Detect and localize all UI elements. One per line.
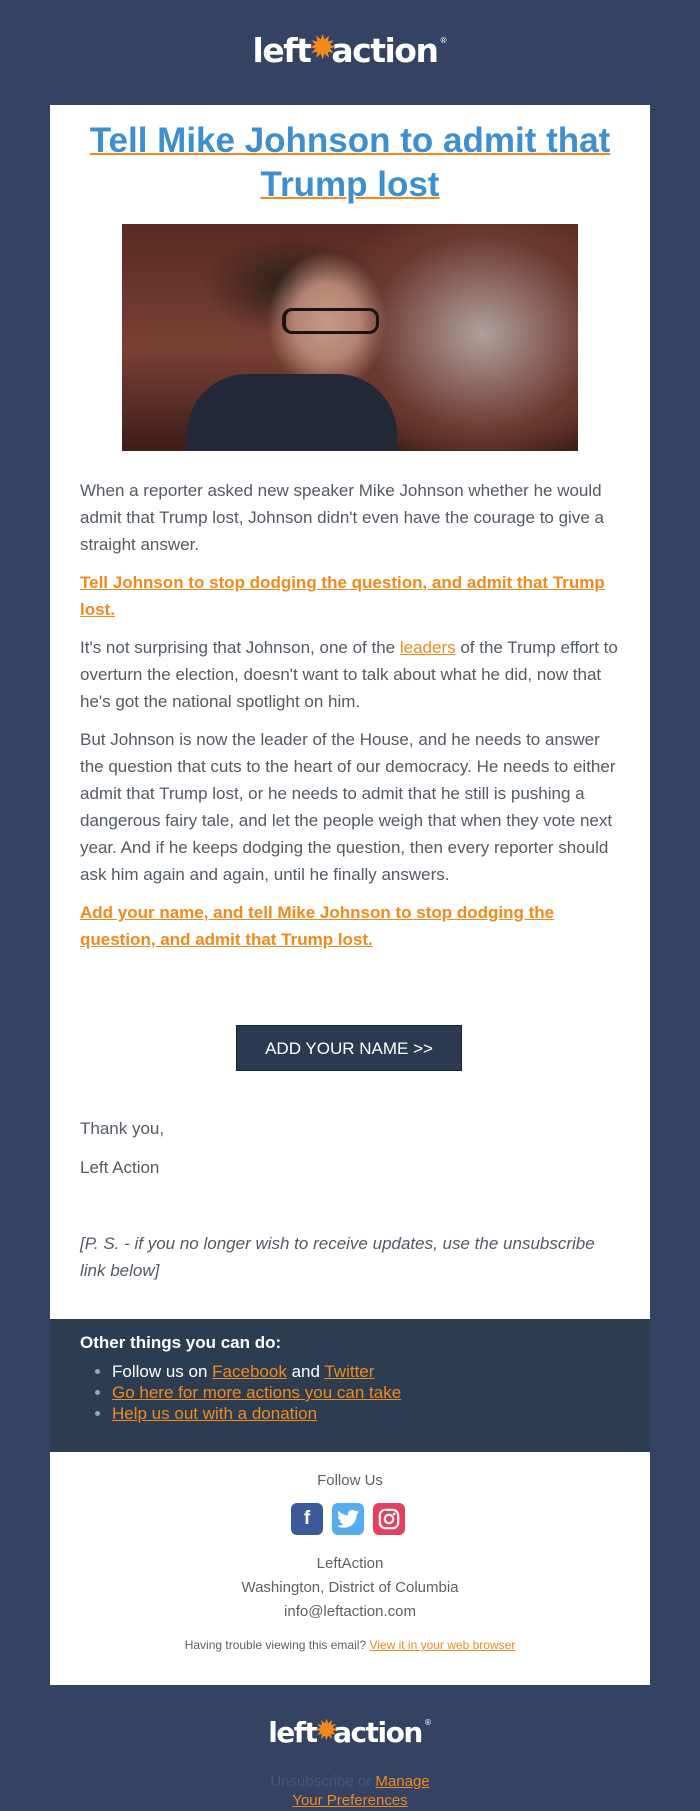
cta-paragraph-2 [80, 899, 620, 953]
paragraph-leaders-start: It's not surprising that Johnson, one of the [80, 638, 400, 657]
cta-link-1[interactable]: Tell Johnson to stop dodging the question, and admit that Trump lost. [80, 573, 605, 619]
paragraph-democracy: But Johnson is now the leader of the House, and he needs to answer the question that cuts to the heart of our democracy. He needs to either admit that Trump lost, or he needs to admit that he still is pushing a dangerous fairy tale, and let the people weigh that when they vote next year. And if he keeps dodging the question, then every reporter should ask him again and again, until he finally answers. [80, 730, 616, 884]
or-text: or [353, 1773, 376, 1790]
unsubscribe-link[interactable]: Unsubscribe [270, 1773, 354, 1790]
sender-name: Left Action [80, 1158, 160, 1177]
list-item-donate [112, 1403, 401, 1424]
list-item-follow [112, 1361, 401, 1382]
add-your-name-button[interactable]: ADD YOUR NAME >> [236, 1025, 462, 1071]
org-name: LeftAction [316, 1555, 384, 1572]
other-actions-list [80, 1361, 401, 1424]
trouble-viewing [50, 1638, 650, 1652]
org-location: Washington, District of Columbia [241, 1579, 459, 1596]
registered-mark-bottom: ® [423, 1717, 432, 1727]
logo-bottom-text-right: action [333, 1715, 422, 1749]
thanks-text: Thank you, [80, 1119, 165, 1138]
postscript: [P. S. - if you no longer wish to receive updates, use the unsubscribe link below] [80, 1234, 595, 1280]
cta-paragraph-1 [80, 569, 620, 623]
preferences-link[interactable]: Your Preferences [292, 1792, 408, 1809]
follow-prefix: Follow us on [112, 1362, 213, 1381]
org-email[interactable]: info@leftaction.com [284, 1603, 416, 1620]
social-icons [291, 1503, 411, 1535]
trouble-text: Having trouble viewing this email? [184, 1638, 370, 1652]
logo-text-right: action [331, 30, 438, 70]
paragraph-intro: When a reporter asked new speaker Mike Johnson whether he would admit that Trump lost, Johnson didn't even have the courage to give a straight answer. [80, 481, 604, 554]
leftaction-logo-bottom[interactable] [0, 1712, 700, 1752]
email-card [50, 105, 650, 1319]
and-text: and [286, 1362, 325, 1381]
twitter-icon[interactable] [332, 1503, 364, 1535]
leaders-link[interactable]: leaders [399, 638, 456, 657]
paragraph-leaders [80, 634, 620, 715]
hero-image[interactable] [122, 224, 578, 451]
facebook-link[interactable]: Facebook [212, 1362, 287, 1381]
signoff [80, 1115, 620, 1193]
twitter-link[interactable]: Twitter [324, 1362, 375, 1381]
follow-us-label: Follow Us [317, 1472, 383, 1489]
org-address [50, 1552, 650, 1624]
hero-suit-shape [187, 374, 397, 451]
other-actions-panel [50, 1319, 650, 1452]
headline [74, 119, 626, 207]
instagram-icon[interactable] [373, 1503, 405, 1535]
cta-link-2[interactable]: Add your name, and tell Mike Johnson to stop dodging the question, and admit that Trump lost. [80, 903, 555, 949]
logo-bottom-burst-icon: ✹ [314, 1713, 338, 1747]
logo-burst-icon: ✹ [308, 28, 336, 68]
manage-link[interactable]: Manage [375, 1773, 430, 1790]
other-actions-title: Other things you can do: [80, 1333, 282, 1352]
paragraph-leaders-end: of the Trump effort to overturn the election, doesn't want to talk about what he did, now that he's got the national spotlight on him. [80, 638, 618, 711]
donation-link[interactable]: Help us out with a donation [112, 1404, 318, 1423]
logo-text-left: left [252, 30, 311, 70]
hero-glasses-shape [282, 308, 379, 334]
logo-bottom-text-left: left [268, 1715, 317, 1749]
facebook-icon[interactable]: f [291, 1503, 323, 1535]
view-in-browser-link[interactable]: View it in your web browser [369, 1638, 516, 1652]
email-body [80, 477, 620, 964]
footer [50, 1452, 650, 1685]
headline-link[interactable]: Tell Mike Johnson to admit that Trump lost [89, 121, 611, 204]
list-item-actions [112, 1382, 401, 1403]
leftaction-logo[interactable] [0, 24, 700, 76]
more-actions-link[interactable]: Go here for more actions you can take [112, 1383, 402, 1402]
registered-mark: ® [439, 35, 448, 45]
unsubscribe-area [0, 1772, 700, 1810]
